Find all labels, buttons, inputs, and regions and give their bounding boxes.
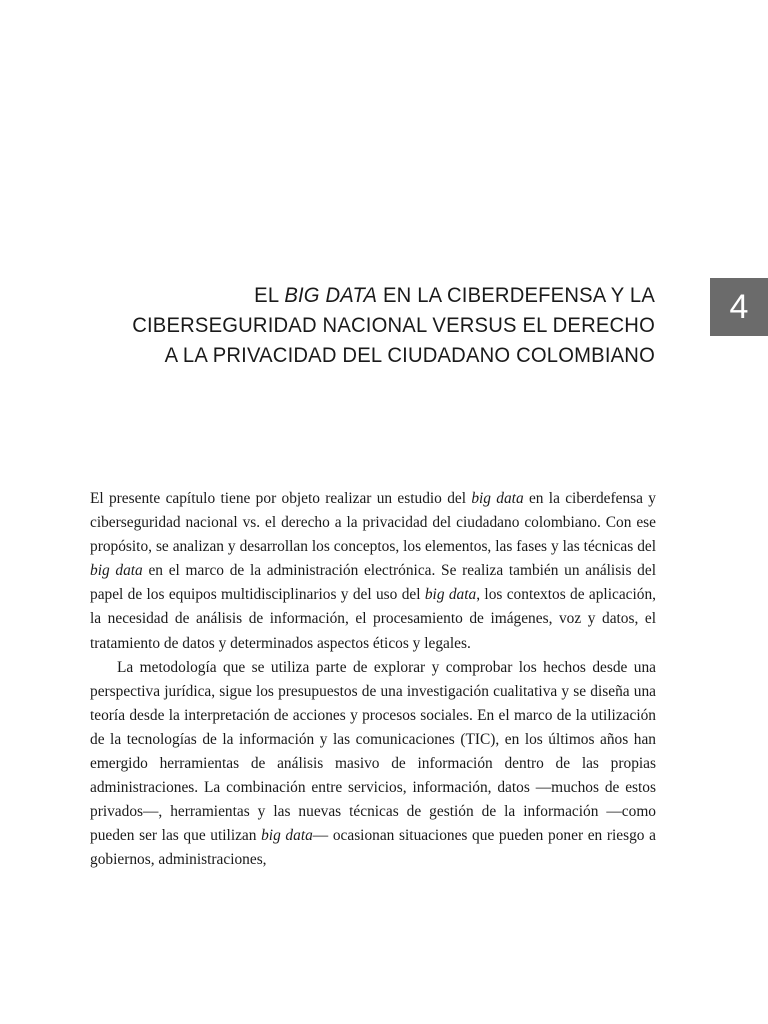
title-line-1: EL BIG DATA EN LA CIBERDEFENSA Y LA	[254, 283, 655, 307]
chapter-number: 4	[729, 287, 749, 326]
paragraph-2: La metodología que se utiliza parte de explorar y comprobar los hechos desde una perspectiva jurídica, sigue los presupuestos de una investigación cualitativa y se diseña una teoría desde la interpretación de acciones y procesos sociales. En el marco de la utilización de la tecnologías de la información y las comunicaciones (TIC), en los últimos años han emergido herramientas de análisis masivo de información dentro de las propias administraciones. La combinación entre servicios, información, datos —muchos de estos privados—, herramientas y las nuevas técnicas de gestión de la información —como pueden ser las que utilizan big data— ocasionan situaciones que pueden poner en riesgo a gobiernos, administraciones,	[90, 658, 656, 869]
title-line-2: CIBERSEGURIDAD NACIONAL VERSUS EL DERECHO	[132, 313, 655, 337]
body-text	[90, 487, 656, 873]
paragraph-1: El presente capítulo tiene por objeto realizar un estudio del big data en la ciberdefensa y ciberseguridad nacional vs. el derecho a la privacidad del ciudadano colombiano. Con ese propósito, se analizan y desarrollan los conceptos, los elementos, las fases y las técnicas del big data en el marco de la administración electrónica. Se realiza también un análisis del papel de los equipos multidisciplinarios y del uso del big data, los contextos de aplicación, la necesidad de análisis de información, el procesamiento de imágenes, voz y datos, el tratamiento de datos y determinados aspectos éticos y legales.	[90, 490, 656, 652]
chapter-title	[129, 280, 655, 370]
chapter-number-tab	[710, 278, 768, 336]
title-line-3: A LA PRIVACIDAD DEL CIUDADANO COLOMBIANO	[164, 343, 655, 367]
title-emphasis: BIG DATA	[284, 283, 378, 307]
